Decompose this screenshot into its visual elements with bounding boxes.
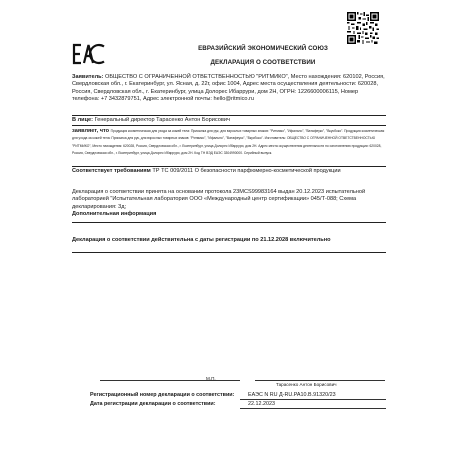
registration-date-label: Дата регистрации декларации о соответствии: [90,401,216,407]
extra-info-label: Дополнительная информация [72,211,157,217]
applicant-block [72,74,386,104]
requirements-label: Соответствует требованиям [72,168,151,174]
divider [72,252,386,253]
declares-block [72,128,386,158]
extra-info-block [72,211,386,218]
person-text: Генеральный директор Тарасенко Антон Борисович [94,117,230,123]
validity-text: Декларация о соответствии действительна с даты регистрации по 21.12.2028 включительно [72,237,331,243]
registration-number-label: Регистрационный номер декларации о соответствии: [90,392,235,398]
registration-date-row [90,401,386,409]
document-title: ДЕКЛАРАЦИЯ О СООТВЕТСТВИИ [210,59,316,66]
applicant-label: Заявитель: [72,74,104,80]
name-line [255,380,385,381]
declares-text: Продукция косметическая для ухода за кожей тела: Присыпка для рук, для взрослых товарных знаков: "Ритмико", "Ифально", "Ватафеукс", "Вкусбоко". Продукция косметическая для ухода за кожей тела: Присыпка для рук, для взрослых товарных знаков: "Ритмико", "Ифально", "Ватафеукс", "Вкусбоко". Изготовитель: ОБЩЕСТВО С ОГРАНИЧЕННОЙ ОТВЕТСТВЕННОСТЬЮ "РИТМИКО", Место нахождения: 620028, Россия, Свердловская обл., г. Екатеринбург, улица Долорес Ибаррури, дом 2Н. Адрес места осуществления деятельности по изготовлению продукции: 620028, Россия, Свердловская обл., г. Екатеринбург, улица Долорес Ибаррури, дом 2Н. Код ТН ВЭД ЕАЭС 3304990000. Серийный выпуск. [72,129,385,156]
person-block [72,117,386,124]
registration-number: ЕАЭС N RU Д-RU.PA10.B.91320/23 [248,392,336,398]
registration-date: 22.12.2023 [248,401,275,407]
basis-block [72,189,386,211]
divider [72,222,386,223]
registration-number-row [90,392,386,400]
stamp-label: М.П. [206,376,216,381]
qr-code-icon[interactable] [347,12,379,44]
person-label: В лице: [72,117,93,123]
divider [72,115,386,116]
basis-text: Декларация о соответствии принята на основании протокола 23MCS99983164 выдан 20.12.2023 испытательной лабораторией "Испытательная лаборатория ООО «Международный центр сертификации» 045/Т-088; Схема декларирования: 3д; [72,189,366,210]
row-line [240,408,386,409]
requirements-block [72,168,386,175]
applicant-text: ОБЩЕСТВО С ОГРАНИЧЕННОЙ ОТВЕТСТВЕННОСТЬЮ "РИТМИКО", Место нахождения: 620102, Россия, Свердловская обл., г. Екатеринбург, ул. Ясная, д. 22г, офис 1004, Адрес места осуществления деятельности: 620028, Россия, Свердловская обл., г. Екатеринбург, улица Долорес Ибаррури, дом 2Н, ОГРН: 1226600006115, Номер телефона: +7 3432879751, Адрес электронной почты: hello@ritmico.ru [72,74,385,103]
divider [72,166,386,167]
union-title: ЕВРАЗИЙСКИЙ ЭКОНОМИЧЕСКИЙ СОЮЗ [198,45,328,52]
divider [72,125,386,126]
row-line [240,399,386,400]
declares-label: заявляет, что [72,128,110,134]
requirements-text: ТР ТС 009/2011 О безопасности парфюмерно-косметической продукции [152,168,341,174]
signatory-name: Тарасенко Антон Борисович [276,382,337,387]
validity-block [72,237,386,244]
signature-line [100,380,240,381]
